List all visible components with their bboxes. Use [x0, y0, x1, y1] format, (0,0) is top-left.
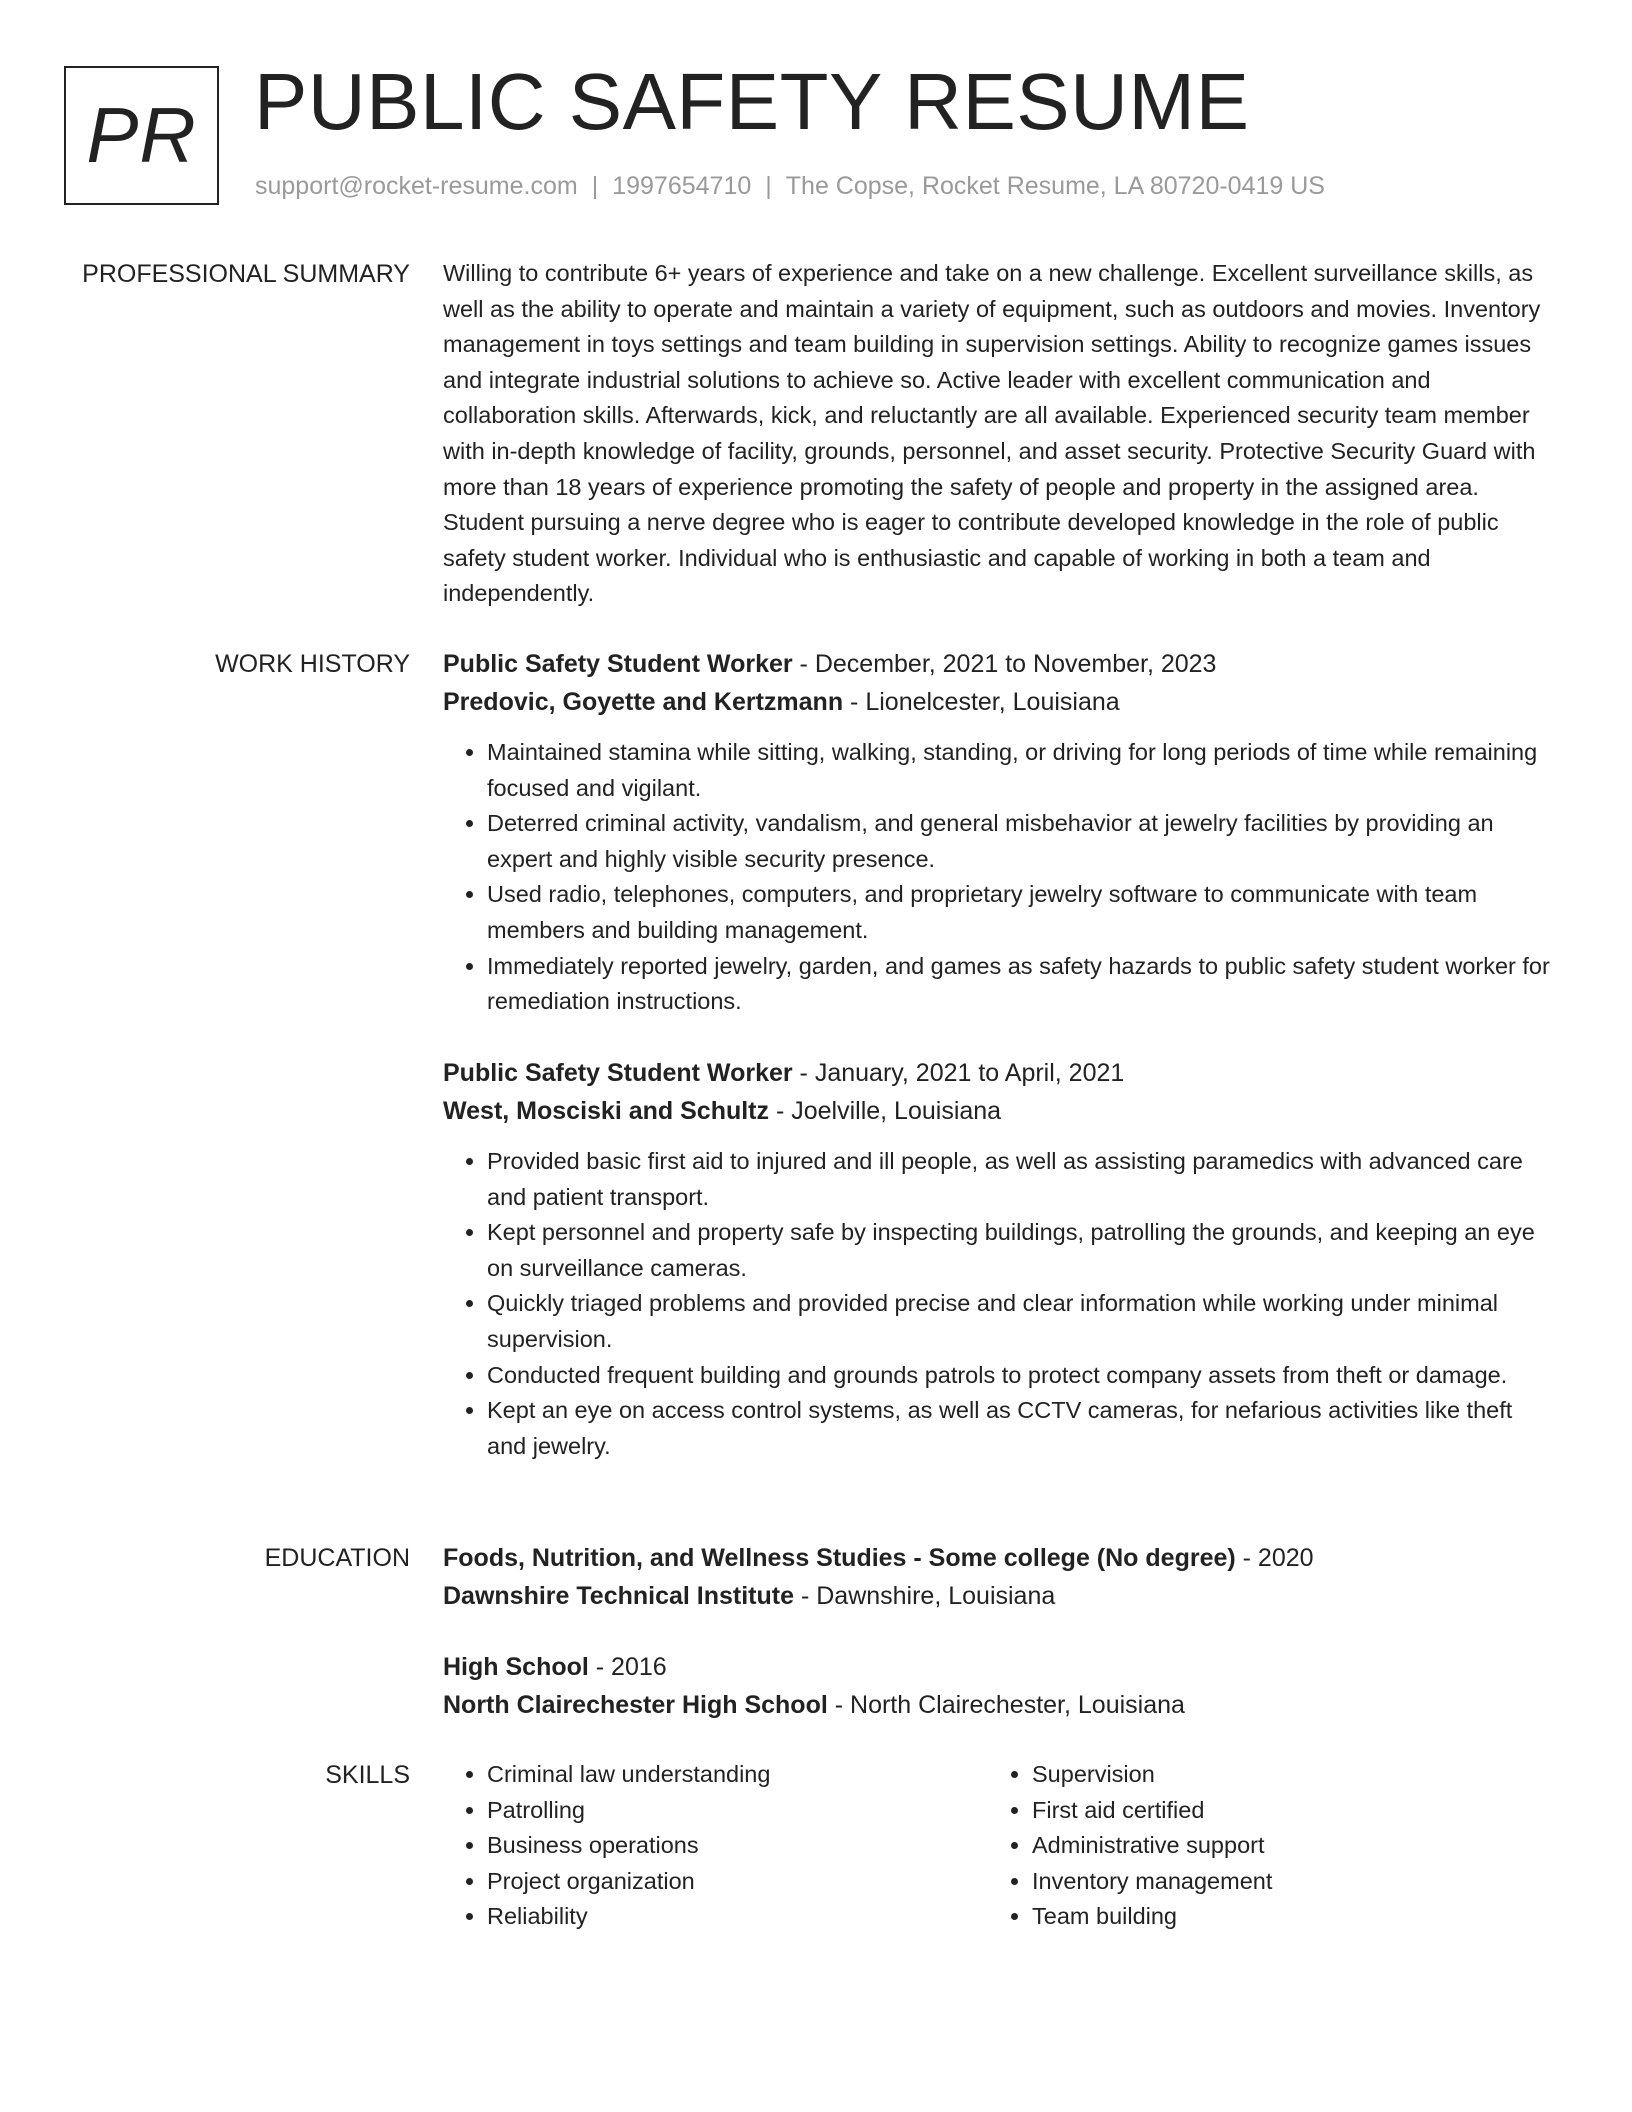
job-dates: - December, 2021 to November, 2023: [792, 650, 1217, 678]
monogram-initials: PR: [86, 91, 197, 179]
section-label-education: EDUCATION: [264, 1544, 410, 1572]
job-company-line: [443, 1093, 1553, 1131]
job-bullet: • Quickly triaged problems and provided precise and clear information while working under minimal supervision.: [487, 1286, 1553, 1357]
education-entry: [443, 1649, 1553, 1724]
job-bullet: • Kept personnel and property safe by inspecting buildings, patrolling the grounds, and keeping an eye on surveillance cameras.: [487, 1215, 1553, 1286]
work-history-body: [443, 646, 1553, 1020]
job-bullet: • Used radio, telephones, computers, and proprietary jewelry software to communicate with team members and building management.: [487, 877, 1553, 948]
skill-item: • First aid certified: [1032, 1793, 1533, 1829]
contact-separator: |: [591, 172, 599, 200]
section-label-skills: SKILLS: [325, 1761, 410, 1789]
contact-line: [255, 172, 1325, 201]
job-title: Public Safety Student Worker: [443, 650, 793, 678]
skill-item: • Business operations: [487, 1828, 988, 1864]
work-history-body-2: [443, 1055, 1553, 1464]
job-bullet: • Immediately reported jewelry, garden, and games as safety hazards to public safety student worker for remediation instructions.: [487, 949, 1553, 1020]
education-year: - 2016: [588, 1653, 667, 1681]
job-bullet: • Kept an eye on access control systems, as well as CCTV cameras, for nefarious activities like theft and jewelry.: [487, 1393, 1553, 1464]
education-school: Dawnshire Technical Institute: [443, 1581, 795, 1610]
education-school: North Clairechester High School: [443, 1690, 828, 1719]
job-location: - Joelville, Louisiana: [769, 1096, 1002, 1125]
skills-columns: [443, 1757, 1553, 1935]
contact-separator: |: [765, 172, 772, 200]
job-company-line: [443, 684, 1553, 722]
contact-email[interactable]: support@rocket-resume.com: [255, 172, 578, 200]
job-bullets: [443, 735, 1553, 1020]
education-location: - North Clairechester, Louisiana: [827, 1690, 1185, 1719]
job-bullet: • Maintained stamina while sitting, walking, standing, or driving for long periods of time while remaining focused and vigilant.: [487, 735, 1553, 806]
skill-item: • Criminal law understanding: [487, 1757, 988, 1793]
job-location: - Lionelcester, Louisiana: [843, 687, 1120, 716]
skills-list-left: [443, 1757, 988, 1935]
job-bullet: • Deterred criminal activity, vandalism, and general misbehavior at jewelry facilities by providing an expert and highly visible security presence.: [487, 806, 1553, 877]
education-year: - 2020: [1235, 1544, 1314, 1572]
job-bullet: • Provided basic first aid to injured and ill people, as well as assisting paramedics with advanced care and patient transport.: [487, 1144, 1553, 1215]
job-bullet: • Conducted frequent building and grounds patrols to protect company assets from theft or damage.: [487, 1358, 1553, 1394]
education-degree-line: [443, 1540, 1553, 1578]
contact-address: The Copse, Rocket Resume, LA 80720-0419 US: [785, 172, 1325, 200]
skill-item: • Patrolling: [487, 1793, 988, 1829]
education-school-line: [443, 1578, 1553, 1616]
job-bullets: [443, 1144, 1553, 1464]
job-dates: - January, 2021 to April, 2021: [792, 1059, 1125, 1087]
job-title-line: [443, 646, 1553, 684]
skill-item: • Supervision: [1032, 1757, 1533, 1793]
skill-item: • Reliability: [487, 1899, 988, 1935]
education-location: - Dawnshire, Louisiana: [794, 1581, 1056, 1610]
skill-item: • Project organization: [487, 1864, 988, 1900]
skill-item: • Team building: [1032, 1899, 1533, 1935]
job-company: Predovic, Goyette and Kertzmann: [443, 687, 844, 716]
skill-item: • Administrative support: [1032, 1828, 1533, 1864]
skills-column-right: [988, 1757, 1533, 1935]
education-school-line: [443, 1687, 1553, 1725]
education-degree: Foods, Nutrition, and Wellness Studies - Some college (No degree): [443, 1544, 1236, 1572]
education-degree-line: [443, 1649, 1553, 1687]
job-company: West, Mosciski and Schultz: [443, 1096, 770, 1125]
monogram-badge: [64, 66, 219, 205]
skill-item: • Inventory management: [1032, 1864, 1533, 1900]
section-label-work: WORK HISTORY: [215, 650, 410, 678]
summary-text: Willing to contribute 6+ years of experience and take on a new challenge. Excellent surveillance skills, as well as the ability to operate and maintain a variety of equipment, such as outdoors and movies. Inventory management in toys settings and team building in supervision settings. Ability to recognize games issues and integrate industrial solutions to achieve so. Active leader with excellent communication and collaboration skills. Afterwards, kick, and reluctantly are all available. Experienced security team member with in-depth knowledge of facility, grounds, personnel, and asset security. Protective Security Guard with more than 18 years of experience promoting the safety of people and property in the assigned area. Student pursuing a nerve degree who is eager to contribute developed knowledge in the role of public safety student worker. Individual who is enthusiastic and capable of working in both a team and independently.: [443, 260, 1541, 607]
contact-phone[interactable]: 1997654710: [612, 172, 752, 200]
skills-list-right: [988, 1757, 1533, 1935]
skills-body: [443, 1757, 1553, 1935]
job-entry: [443, 646, 1553, 1020]
summary-body: [443, 256, 1553, 612]
job-entry: [443, 1055, 1553, 1464]
education-body-2: [443, 1649, 1553, 1724]
skills-column-left: [443, 1757, 988, 1935]
job-title-line: [443, 1055, 1553, 1093]
education-degree: High School: [443, 1653, 589, 1681]
job-title: Public Safety Student Worker: [443, 1059, 793, 1087]
education-entry: [443, 1540, 1553, 1615]
section-label-summary: PROFESSIONAL SUMMARY: [82, 260, 410, 288]
education-body: [443, 1540, 1553, 1615]
page-title: PUBLIC SAFETY RESUME: [254, 57, 1250, 146]
